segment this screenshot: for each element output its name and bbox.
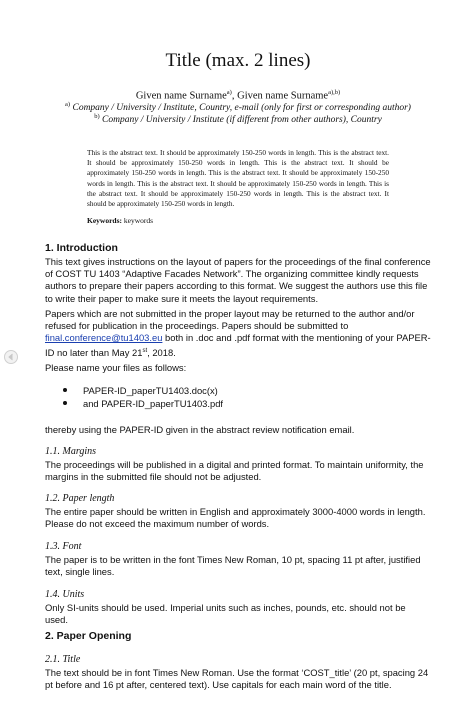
list-item — [63, 384, 423, 397]
paper-length-paragraph: The entire paper should be written in English and approximately 3000-4000 words in length. Please do not exceed the maximum number of words. — [45, 506, 426, 530]
affiliation-a-sup: a) — [65, 101, 71, 108]
affiliation-a-text: Company / University / Institute, Country, e-mail (only for first or corresponding author) — [70, 103, 411, 114]
intro-paragraph-1: This text gives instructions on the layout of papers for the proceedings of the final conference of COST TU 1403 “Adaptive Facades Network”. The organizing committee kindly requests authors to prepare their papers according to this format. We suggest the authors use this file to write their paper to make sure it meets the layout requirements. — [45, 256, 431, 304]
bullet-icon — [63, 388, 67, 392]
chevron-left-icon — [4, 350, 18, 364]
font-paragraph: The paper is to be written in the font Times New Roman, 10 pt, spacing 11 pt after, justified text, single lines. — [45, 554, 421, 578]
list-item — [63, 397, 423, 410]
author-1-affil: a) — [226, 89, 232, 96]
intro-p2-sup: st — [142, 347, 148, 354]
affiliation-b — [45, 111, 431, 126]
author-2: Given name Surname — [237, 90, 329, 102]
section-units-heading: 1.4. Units — [45, 589, 85, 600]
author-separator: , — [231, 90, 238, 102]
units-paragraph: Only SI-units should be used. Imperial units such as inches, pounds, etc. should not be used. — [45, 602, 406, 626]
intro-paragraph-3: Please name your files as follows: — [45, 362, 187, 373]
intro-paragraph-2 — [45, 308, 431, 359]
file-name-list — [63, 384, 423, 410]
intro-paragraph-4: thereby using the PAPER-ID given in the abstract review notification email. — [45, 424, 355, 435]
submission-email-link[interactable]: final.conference@tu1403.eu — [45, 332, 163, 344]
intro-p2-text-b: both in .doc and .pdf format with the mentioning of your PAPER-ID no later than May 21 — [45, 332, 431, 358]
section-paper-length-heading: 1.2. Paper length — [45, 493, 115, 504]
list-item-text: PAPER-ID_paperTU1403.doc(x) — [83, 385, 218, 396]
list-item-text: and PAPER-ID_paperTU1403.pdf — [83, 398, 224, 410]
affiliation-b-text: Company / University / Institute (if different from other authors), Country — [99, 115, 382, 126]
section-title-heading: 2.1. Title — [45, 654, 81, 665]
previous-page-button[interactable] — [0, 346, 22, 368]
section-introduction-heading: 1. Introduction — [45, 242, 118, 254]
intro-p2-text-c: , 2018. — [147, 346, 176, 358]
keywords-line — [87, 216, 389, 226]
author-1: Given name Surname — [135, 90, 227, 102]
affiliation-b-sup: b) — [94, 113, 100, 120]
section-margins-heading: 1.1. Margins — [45, 446, 97, 457]
section-paper-opening-heading: 2. Paper Opening — [45, 630, 132, 642]
bullet-icon — [63, 401, 67, 405]
section-font-heading: 1.3. Font — [45, 541, 82, 552]
paper-title: Title (max. 2 lines) — [165, 50, 311, 71]
keywords-value: keywords — [122, 216, 154, 225]
margins-paragraph: The proceedings will be published in a digital and printed format. To maintain uniformity, the margins in the submitted file should not be adjusted. — [45, 459, 424, 483]
intro-p2-text-a: Papers which are not submitted in the proper layout may be returned to the author and/or refused for publication in the proceedings. Papers should be submitted to — [45, 308, 415, 332]
author-2-affil: a),b) — [328, 89, 341, 96]
keywords-label: Keywords: — [87, 216, 122, 225]
abstract-text: This is the abstract text. It should be approximately 150-250 words in length. This is the abstract text. It should be approximately 150-250 words in length. This is the abstract text. It should be approximately 150-250 words in length. This is the abstract text. It should be approximately 150-250 words in length. This is the abstract text. It should be approximately 150-250 words in length. This is the abstract text. It should be approximately 150-250 words in length. This is the abstract text. It should be approximately 150-250 words in length. — [87, 148, 389, 209]
title-paragraph: The text should be in font Times New Roman. Use the format ‘COST_title’ (20 pt, spacing 24 pt before and 16 pt after, centered text). Use capitals for each main word of the title. — [45, 667, 429, 691]
